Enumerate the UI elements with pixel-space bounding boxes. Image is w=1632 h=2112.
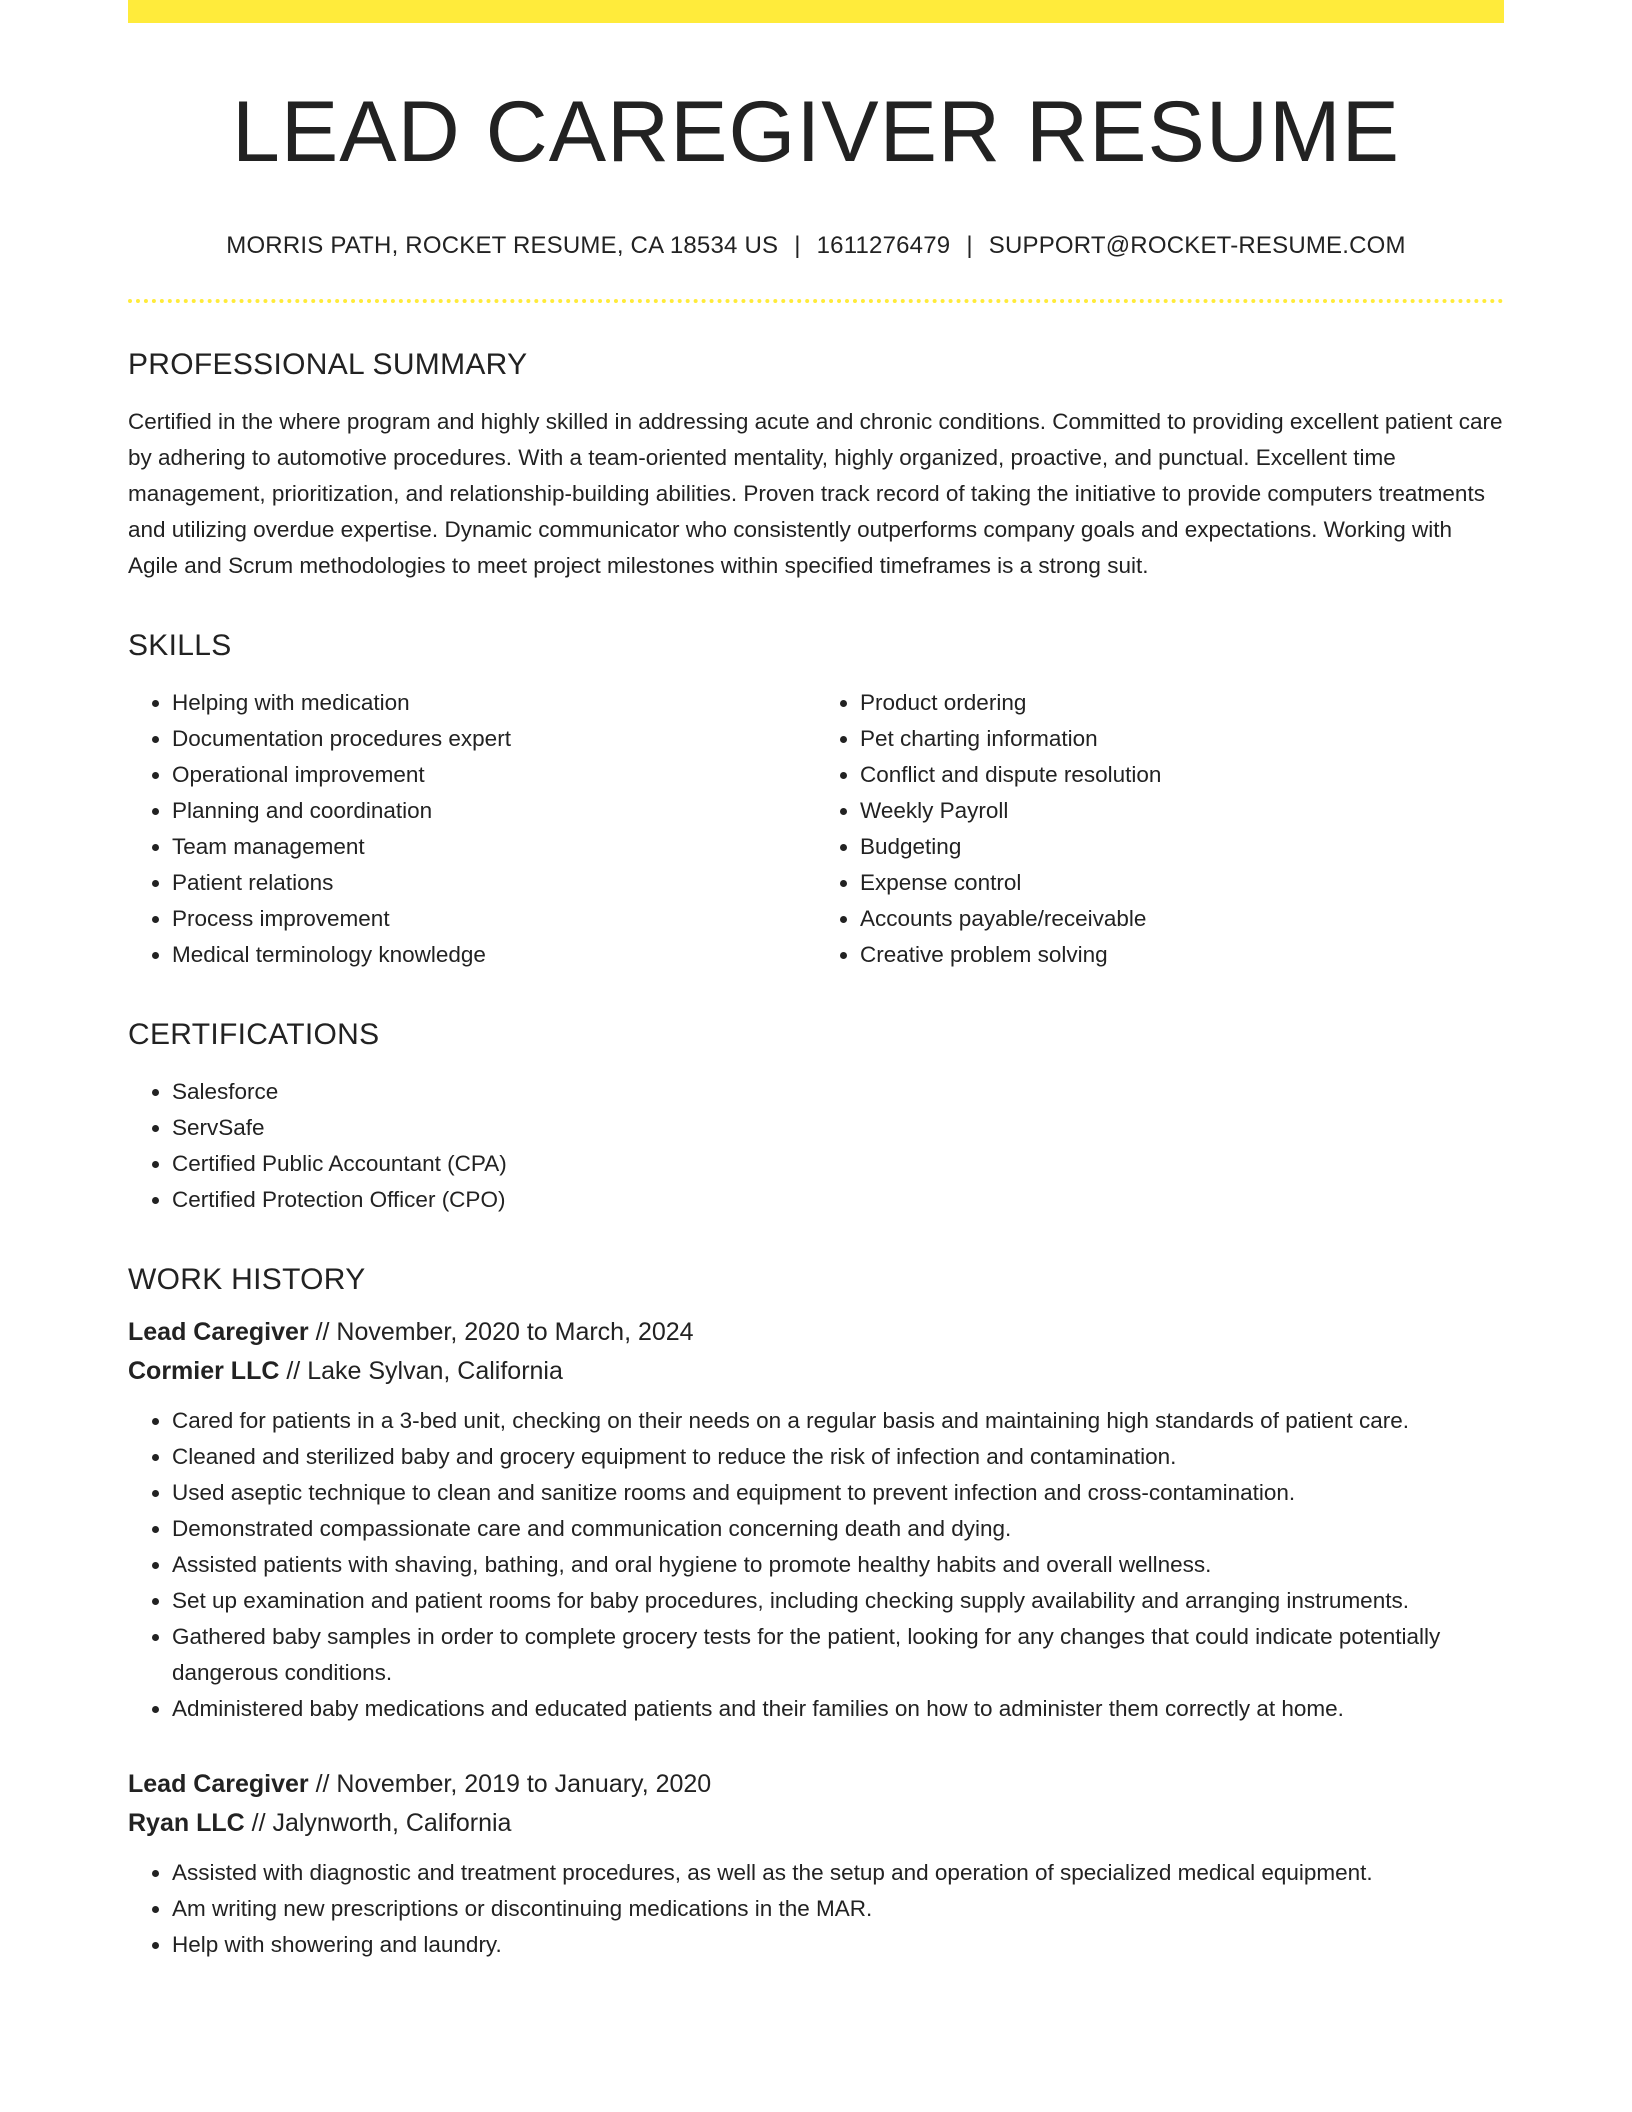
job-bullet-list: [128, 1855, 1504, 1963]
job-dates: // November, 2020 to March, 2024: [308, 1318, 694, 1347]
job-title: Lead Caregiver: [128, 1770, 309, 1799]
skills-grid: [128, 685, 1504, 973]
skill-item: • Documentation procedures expert: [172, 721, 816, 757]
skill-item: • Operational improvement: [172, 757, 816, 793]
job-company: Ryan LLC: [128, 1809, 245, 1838]
summary-text: Certified in the where program and highly skilled in addressing acute and chronic conditions. Committed to providing excellent patient care by adhering to automotive procedures. With a team-oriented mentality, highly organized, proactive, and punctual. Excellent time management, prioritization, and relationship-building abilities. Proven track record of taking the initiative to provide computers treatments and utilizing overdue expertise. Dynamic communicator who consistently outperforms company goals and expectations. Working with Agile and Scrum methodologies to meet project milestones within specified timeframes is a strong suit.: [128, 409, 1503, 579]
resume-page: [128, 0, 1504, 2001]
skill-item: • Planning and coordination: [172, 793, 816, 829]
skill-item: • Creative problem solving: [860, 937, 1504, 973]
job-title-line: [128, 1313, 1504, 1352]
skills-heading: SKILLS: [128, 629, 232, 663]
job-company-line: [128, 1804, 1504, 1843]
skill-item: • Medical terminology knowledge: [172, 937, 816, 973]
skills-list-right: [816, 685, 1504, 973]
work-history-list: [128, 1313, 1504, 1963]
certifications-list: [128, 1074, 1504, 1218]
skill-item: • Pet charting information: [860, 721, 1504, 757]
job-bullet: • Administered baby medications and educated patients and their families on how to administer them correctly at home.: [172, 1691, 1504, 1727]
certification-item: • Salesforce: [172, 1074, 1504, 1110]
accent-top-bar: [128, 0, 1504, 23]
job-company-line: [128, 1352, 1504, 1391]
job-entry: [128, 1313, 1504, 1727]
job-bullet: • Help with showering and laundry.: [172, 1927, 1504, 1963]
skill-item: • Expense control: [860, 865, 1504, 901]
contact-email: SUPPORT@ROCKET-RESUME.COM: [988, 232, 1406, 260]
job-bullet: • Assisted patients with shaving, bathing, and oral hygiene to promote healthy habits and overall wellness.: [172, 1547, 1504, 1583]
certification-item: • ServSafe: [172, 1110, 1504, 1146]
job-location: // Lake Sylvan, California: [279, 1357, 563, 1386]
job-dates: // November, 2019 to January, 2020: [308, 1770, 712, 1799]
certification-item: • Certified Protection Officer (CPO): [172, 1182, 1504, 1218]
skill-item: • Helping with medication: [172, 685, 816, 721]
skill-item: • Budgeting: [860, 829, 1504, 865]
job-location: // Jalynworth, California: [244, 1809, 512, 1838]
contact-line: [128, 232, 1504, 260]
work-history-heading: WORK HISTORY: [128, 1263, 366, 1297]
job-bullet-list: [128, 1403, 1504, 1727]
contact-separator: |: [966, 232, 973, 260]
contact-separator: |: [794, 232, 801, 260]
dotted-divider: [128, 299, 1504, 303]
job-bullet: • Cleaned and sterilized baby and grocery equipment to reduce the risk of infection and contamination.: [172, 1439, 1504, 1475]
skill-item: • Product ordering: [860, 685, 1504, 721]
contact-phone: 1611276479: [816, 232, 951, 260]
job-title: Lead Caregiver: [128, 1318, 309, 1347]
job-company: Cormier LLC: [128, 1357, 280, 1386]
job-bullet: • Used aseptic technique to clean and sanitize rooms and equipment to prevent infection and cross-contamination.: [172, 1475, 1504, 1511]
page-title: LEAD CAREGIVER RESUME: [232, 84, 1400, 180]
job-bullet: • Set up examination and patient rooms for baby procedures, including checking supply availability and arranging instruments.: [172, 1583, 1504, 1619]
certification-item: • Certified Public Accountant (CPA): [172, 1146, 1504, 1182]
skill-item: • Patient relations: [172, 865, 816, 901]
job-bullet: • Assisted with diagnostic and treatment procedures, as well as the setup and operation of specialized medical equipment.: [172, 1855, 1504, 1891]
certifications-heading: CERTIFICATIONS: [128, 1018, 380, 1052]
skills-list-left: [128, 685, 816, 973]
skill-item: • Process improvement: [172, 901, 816, 937]
job-bullet: • Am writing new prescriptions or discontinuing medications in the MAR.: [172, 1891, 1504, 1927]
skill-item: • Conflict and dispute resolution: [860, 757, 1504, 793]
summary-heading: PROFESSIONAL SUMMARY: [128, 348, 528, 382]
job-title-line: [128, 1765, 1504, 1804]
contact-address: MORRIS PATH, ROCKET RESUME, CA 18534 US: [226, 232, 779, 260]
job-bullet: • Demonstrated compassionate care and communication concerning death and dying.: [172, 1511, 1504, 1547]
skill-item: • Accounts payable/receivable: [860, 901, 1504, 937]
job-entry: [128, 1765, 1504, 1963]
skill-item: • Weekly Payroll: [860, 793, 1504, 829]
skill-item: • Team management: [172, 829, 816, 865]
job-bullet: • Gathered baby samples in order to complete grocery tests for the patient, looking for any changes that could indicate potentially dangerous conditions.: [172, 1619, 1504, 1691]
job-bullet: • Cared for patients in a 3-bed unit, checking on their needs on a regular basis and maintaining high standards of patient care.: [172, 1403, 1504, 1439]
